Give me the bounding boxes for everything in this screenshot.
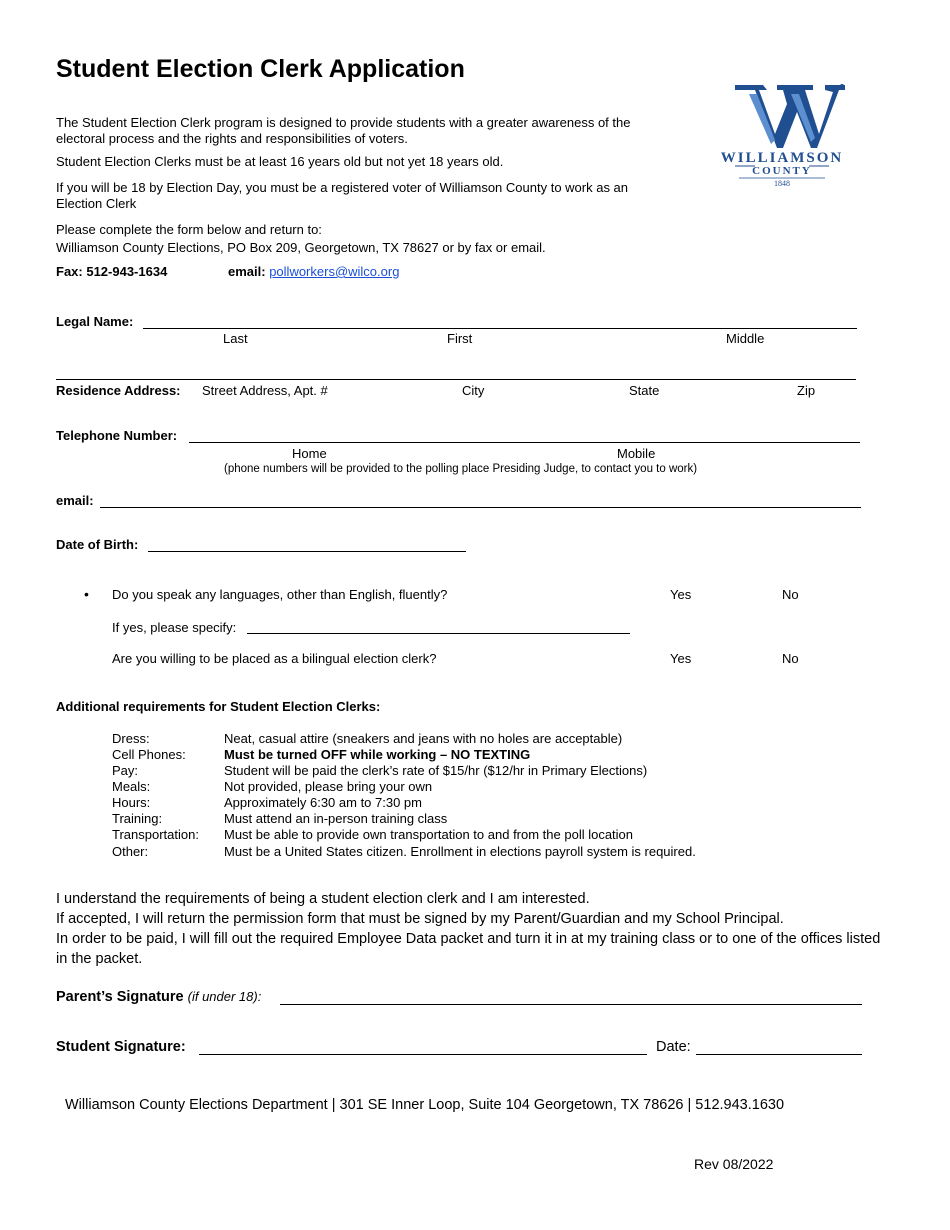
requirement-value: Must be turned OFF while working – NO TEXTING [224,747,531,762]
statement-line-2: If accepted, I will return the permission form that must be signed by my Parent/Guardian and my School Principal. [56,911,784,927]
logo-year-text: 1848 [774,179,790,188]
residence-address-label: Residence Address: [56,383,181,398]
intro-paragraph-2: Student Election Clerks must be at least 16 years old but not yet 18 years old. [56,154,504,169]
bilingual-yes-option[interactable]: Yes [670,651,692,666]
languages-question: Do you speak any languages, other than English, fluently? [112,587,448,602]
requirement-key: Pay: [112,763,139,778]
bilingual-question: Are you willing to be placed as a bilingual election clerk? [112,651,437,666]
page-title: Student Election Clerk Application [56,55,465,83]
requirements-heading: Additional requirements for Student Election Clerks: [56,699,381,714]
intro-paragraph-3: If you will be 18 by Election Day, you must be a registered voter of Williamson County to work as an Election Clerk [56,180,629,211]
williamson-county-logo [705,82,860,192]
bullet-point: • [84,586,89,602]
parent-signature-label-group [56,989,261,1005]
legal-name-middle-caption: Middle [726,331,765,346]
telephone-field[interactable] [189,442,860,443]
requirement-value: Must be a United States citizen. Enrollment in elections payroll system is required. [224,844,696,859]
intro-paragraph-4b: Williamson County Elections, PO Box 209, Georgetown, TX 78627 or by fax or email. [56,240,546,255]
statement-line-1: I understand the requirements of being a student election clerk and I am interested. [56,891,590,907]
student-signature-label: Student Signature: [56,1039,186,1055]
requirement-key: Other: [112,844,149,859]
residence-city-caption: City [462,383,485,398]
requirement-value: Approximately 6:30 am to 7:30 pm [224,795,422,810]
requirement-value: Must attend an in-person training class [224,811,448,826]
revision-date: Rev 08/2022 [694,1156,774,1172]
legal-name-field[interactable] [143,328,857,329]
legal-name-label: Legal Name: [56,314,134,329]
requirement-value: Must be able to provide own transportation to and from the poll location [224,827,634,842]
residence-state-caption: State [629,383,660,398]
bilingual-no-option[interactable]: No [782,651,799,666]
requirement-key: Hours: [112,795,151,810]
requirement-key: Training: [112,811,163,826]
requirement-value: Neat, casual attire (sneakers and jeans with no holes are acceptable) [224,731,623,746]
requirement-value: Not provided, please bring your own [224,779,433,794]
date-of-birth-field[interactable] [148,551,466,552]
email-label: email: [56,493,94,508]
residence-street-caption: Street Address, Apt. # [202,383,328,398]
telephone-home-caption: Home [292,446,327,461]
intro-paragraph-1: The Student Election Clerk program is designed to provide students with a greater awareness of the electoral process and the rights and responsibilities of voters. [56,115,631,146]
statement-line-3: In order to be paid, I will fill out the required Employee Data packet and turn it in at my training class or to one of the offices listed in the packet. [56,931,881,967]
telephone-label: Telephone Number: [56,428,178,443]
date-field[interactable] [696,1054,862,1055]
fax-number: Fax: 512-943-1634 [56,264,168,279]
legal-name-first-caption: First [447,331,473,346]
w-logo-icon [705,82,860,192]
telephone-mobile-caption: Mobile [617,446,656,461]
requirement-key: Dress: [112,731,150,746]
requirement-key: Meals: [112,779,151,794]
languages-yes-option[interactable]: Yes [670,587,692,602]
email-contact-label: email: [228,264,266,279]
requirement-key: Cell Phones: [112,747,186,762]
footer-address: Williamson County Elections Department | 301 SE Inner Loop, Suite 104 Georgetown, TX 78626 | 512.943.1630 [65,1097,785,1113]
email-field[interactable] [100,507,861,508]
parent-signature-note: (if under 18): [187,989,262,1004]
languages-specify-field[interactable] [247,633,630,634]
intro-paragraph-4a: Please complete the form below and return to: [56,222,322,237]
logo-county-text: COUNTY [752,165,812,177]
requirement-value: Student will be paid the clerk’s rate of $15/hr ($12/hr in Primary Elections) [224,763,648,778]
date-label: Date: [656,1039,691,1055]
email-contact [228,264,399,279]
residence-address-field[interactable] [56,379,856,380]
date-of-birth-label: Date of Birth: [56,537,139,552]
requirement-key: Transportation: [112,827,199,842]
residence-zip-caption: Zip [797,383,816,398]
parent-signature-label: Parent’s Signature [56,989,184,1005]
languages-no-option[interactable]: No [782,587,799,602]
parent-signature-field[interactable] [280,1004,862,1005]
logo-name-text: WILLIAMSON [720,150,844,166]
email-link[interactable]: pollworkers@wilco.org [269,264,400,279]
legal-name-last-caption: Last [223,331,248,346]
telephone-note: (phone numbers will be provided to the polling place Presiding Judge, to contact you to work) [224,463,698,475]
student-signature-field[interactable] [199,1054,647,1055]
languages-specify-label: If yes, please specify: [112,620,237,635]
